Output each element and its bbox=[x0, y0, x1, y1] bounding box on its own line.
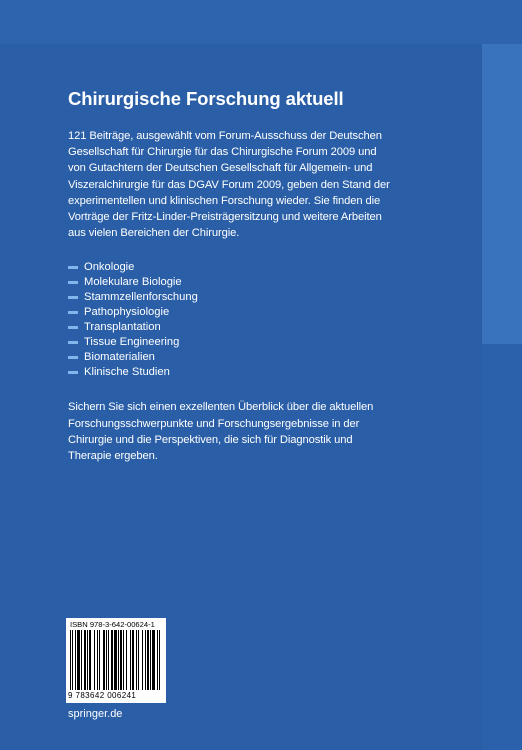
topic-label: Klinische Studien bbox=[84, 366, 170, 379]
dash-bullet-icon bbox=[68, 341, 78, 344]
dash-bullet-icon bbox=[68, 371, 78, 374]
book-title: Chirurgische Forschung aktuell bbox=[68, 88, 344, 109]
closing-line: Sichern Sie sich einen exzellenten Überblick über die aktuellen bbox=[68, 401, 374, 414]
topic-item bbox=[68, 305, 468, 320]
intro-line: von Gutachtern der Deutschen Gesellschaft für Allgemein- und bbox=[68, 162, 373, 175]
topic-label: Onkologie bbox=[84, 261, 135, 274]
intro-line: aus vielen Bereichen der Chirurgie. bbox=[68, 227, 240, 240]
topic-list bbox=[68, 260, 468, 380]
topic-label: Transplantation bbox=[84, 321, 161, 334]
dash-bullet-icon bbox=[68, 281, 78, 284]
right-stripe-lower bbox=[482, 344, 522, 750]
topic-label: Biomaterialien bbox=[84, 351, 155, 364]
right-stripe-upper bbox=[482, 44, 522, 344]
closing-line: Forschungsschwerpunkte und Forschungsergebnisse in der bbox=[68, 417, 360, 430]
publisher-website: springer.de bbox=[68, 708, 123, 720]
topic-item bbox=[68, 320, 468, 335]
topic-item bbox=[68, 260, 468, 275]
intro-line: Vorträge der Fritz-Linder-Preisträgersitzung und weitere Arbeiten bbox=[68, 211, 382, 224]
dash-bullet-icon bbox=[68, 356, 78, 359]
intro-paragraph bbox=[68, 128, 468, 241]
topic-label: Pathophysiologie bbox=[84, 306, 170, 319]
topic-item bbox=[68, 275, 468, 290]
topic-item bbox=[68, 350, 468, 365]
closing-line: Chirurgie und die Perspektiven, die sich für Diagnostik und bbox=[68, 433, 353, 446]
intro-line: 121 Beiträge, ausgewählt vom Forum-Ausschuss der Deutschen bbox=[68, 130, 382, 142]
topic-label: Tissue Engineering bbox=[84, 336, 180, 349]
dash-bullet-icon bbox=[68, 266, 78, 269]
dash-bullet-icon bbox=[68, 311, 78, 314]
topic-label: Molekulare Biologie bbox=[84, 276, 182, 289]
closing-paragraph bbox=[68, 399, 468, 464]
cover-text bbox=[68, 88, 468, 464]
dash-bullet-icon bbox=[68, 326, 78, 329]
topic-item bbox=[68, 365, 468, 380]
barcode-number: 9 783642 006241 bbox=[68, 691, 137, 700]
dash-bullet-icon bbox=[68, 296, 78, 299]
intro-line: Gesellschaft für Chirurgie für das Chirurgische Forum 2009 und bbox=[68, 146, 377, 159]
topic-item bbox=[68, 335, 468, 350]
intro-line: Viszeralchirurgie für das DGAV Forum 2009, geben den Stand der bbox=[68, 178, 390, 191]
topic-label: Stammzellenforschung bbox=[84, 291, 198, 304]
topic-item bbox=[68, 290, 468, 305]
isbn-label: ISBN 978-3-642-00624-1 bbox=[70, 620, 155, 629]
isbn-barcode bbox=[66, 618, 166, 703]
closing-line: Therapie ergeben. bbox=[68, 450, 158, 463]
intro-line: experimentellen und klinischen Forschung wieder. Sie finden die bbox=[68, 194, 381, 207]
top-band bbox=[0, 0, 522, 44]
barcode-icon bbox=[69, 630, 163, 690]
